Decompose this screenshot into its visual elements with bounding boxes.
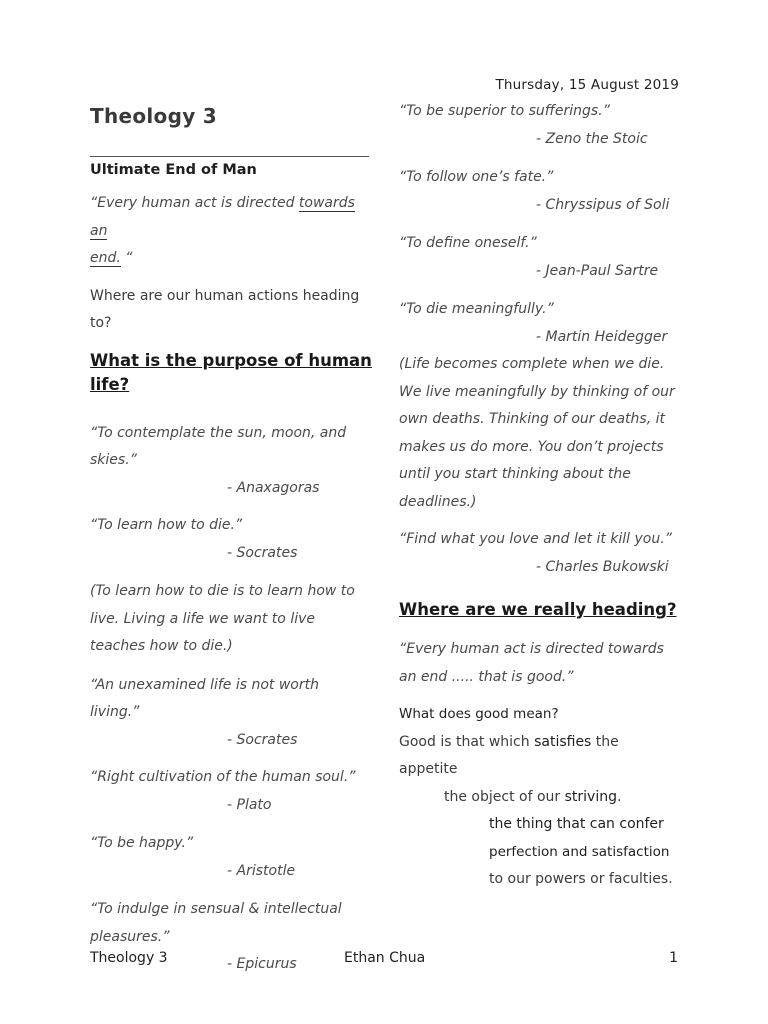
quote-every-human-act: “Every human act is directed towards an end. “ [90, 195, 355, 266]
quote-item: “Right cultivation of the human soul.” [90, 769, 356, 785]
quote-item: “To follow one’s fate.” [399, 169, 554, 185]
good-definition-line: to our powers or faculties. [489, 871, 673, 887]
quote-author: - Epicurus [227, 956, 297, 972]
quote-item: “An unexamined life is not worth living.” [90, 676, 319, 720]
document-date: Thursday, 15 August 2019 [495, 77, 679, 93]
footer-author: Ethan Chua [344, 950, 426, 966]
quote-item: “To indulge in sensual & intellectual pleasures.” [90, 901, 342, 945]
quote-good: “Every human act is directed towards an end ..... that is good.” [399, 641, 664, 685]
heading-where-heading: Where are we really heading? [399, 600, 677, 619]
note-item: (To learn how to die is to learn how to live. Living a life we want to live teaches how to die.) [90, 583, 355, 654]
quote-author: - Socrates [227, 544, 298, 561]
left-column [90, 190, 372, 979]
good-definition-line: perfection and satisfaction [489, 843, 670, 860]
quote-author: - Aristotle [227, 862, 296, 879]
good-definition-line: the thing that can confer [489, 816, 664, 832]
quote-item: “To learn how to die.” [90, 517, 243, 533]
note-item: (Life becomes complete when we die. We live meaningfully by thinking of our own deaths. Thinking of our deaths, it makes us do more. You don’t projects until you start thinking about the deadlines.) [399, 356, 675, 510]
good-definition-line: the object of our striving. [444, 788, 622, 805]
question-where-actions: Where are our human actions heading to? [90, 287, 360, 331]
quote-item: “To be happy.” [90, 835, 194, 851]
quote-author: - Plato [227, 796, 272, 813]
quote-author: - Charles Bukowski [536, 558, 669, 575]
good-question: What does good mean? [399, 706, 559, 722]
page-title: Theology 3 [90, 104, 218, 128]
good-definition-line: Good is that which satisfies the appetite [399, 733, 619, 777]
quote-item: “To contemplate the sun, moon, and skies.” [90, 424, 347, 468]
quote-author: - Jean-Paul Sartre [536, 262, 659, 279]
quote-item: “To be superior to sufferings.” [399, 103, 610, 119]
quote-item: “To die meaningfully.” [399, 301, 554, 317]
quote-author: - Zeno the Stoic [536, 130, 648, 147]
quote-author: - Socrates [227, 731, 298, 748]
right-column [399, 98, 681, 894]
quote-item: “To define oneself.” [399, 235, 537, 251]
quote-item: “Find what you love and let it kill you.” [399, 531, 672, 547]
heading-purpose-of-life: What is the purpose of human life? [90, 350, 372, 394]
section-heading: Ultimate End of Man [90, 162, 257, 178]
quote-author: - Martin Heidegger [536, 328, 668, 345]
footer-left: Theology 3 [90, 950, 168, 966]
quote-author: - Chryssipus of Soli [536, 196, 670, 213]
page-number: 1 [669, 950, 678, 966]
section-divider [90, 156, 369, 157]
quote-author: - Anaxagoras [227, 479, 320, 496]
